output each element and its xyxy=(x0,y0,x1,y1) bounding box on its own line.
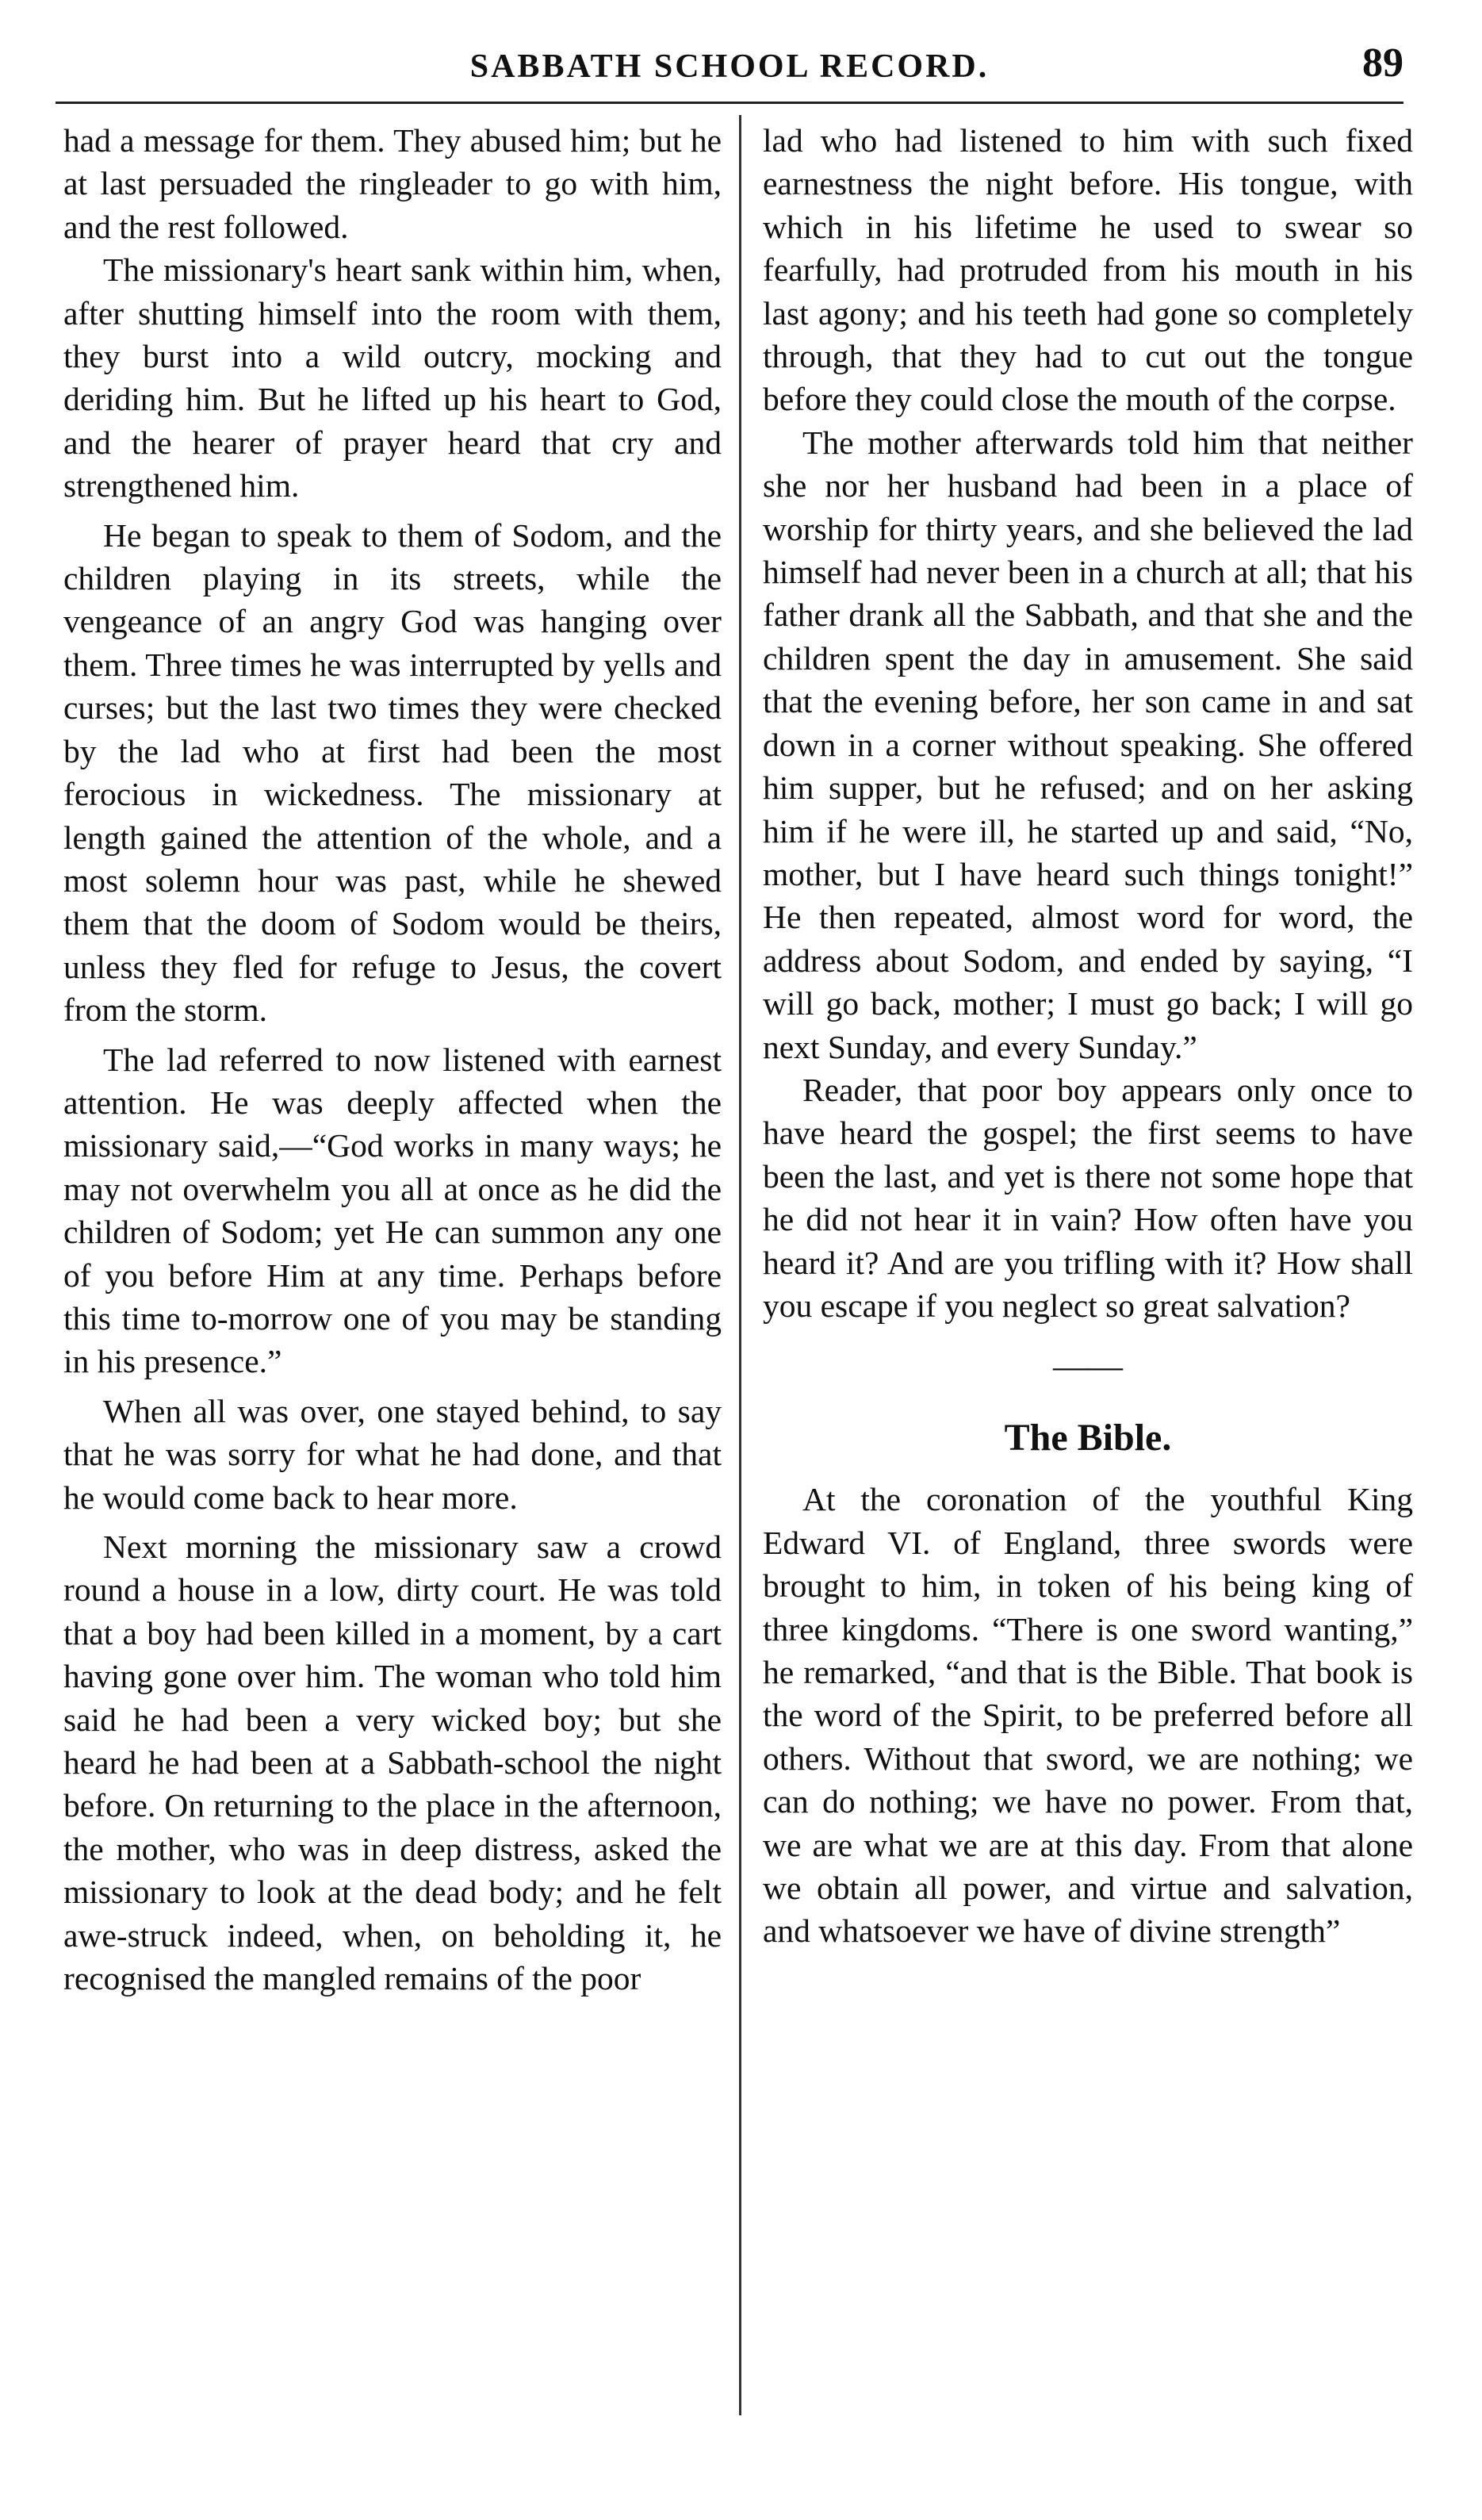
section-title: The Bible. xyxy=(1004,1417,1172,1459)
paragraph: The mother afterwards told him that neither she nor her husband had been in a place of worship for thirty years, and she believed the lad himself had never been in a church at all; that his father drank all the Sabbath, and that she and the children spent the day in amusement. She said that the evening before, her son came in and sat down in a corner without speaking. She offered him supper, but he refused; and on her asking him if he were ill, he started up and said, “No, mother, but I have heard such things tonight!” He then repeated, almost word for word, the address about Sodom, and ended by saying, “I will go back, mother; I must go back; I will go next Sunday, and every Sunday.” xyxy=(763,424,1413,1065)
paragraph: He began to speak to them of Sodom, and the children playing in its streets, while the vengeance of an angry God was hanging over them. Three times he was interrupted by yells and curses; but the last two times they were checked by the lad who at first had been the most ferocious in wickedness. The missionary at length gained the attention of the whole, and a most solemn hour was past, while he shewed them that the doom of Sodom would be theirs, unless they fled for refuge to Jesus, the covert from the storm. xyxy=(63,516,722,1029)
paragraph: Reader, that poor boy appears only once to have heard the gospel; the first seems to have been the last, and yet is there not some hope that he did not hear it in vain? How often have you heard it? And are you trifling with it? How shall you escape if you neglect so great salvation? xyxy=(763,1071,1413,1324)
paragraph: When all was over, one stayed behind, to say that he was sorry for what he had done, and that he would come back to hear more. xyxy=(63,1392,722,1516)
page-header xyxy=(56,40,1403,103)
page-number: 89 xyxy=(1362,40,1403,86)
paragraph: The missionary's heart sank within him, when, after shutting himself into the room with them, they burst into a wild outcry, mocking and deriding him. But he lifted up his heart to God, and the hearer of prayer heard that cry and strengthened him. xyxy=(63,251,722,504)
section-break: —— xyxy=(1053,1347,1123,1387)
right-column xyxy=(763,119,1413,1953)
paragraph: lad who had listened to him with such fixed earnestness the night before. His tongue, with which in his lifetime he used to swear so fearfully, had protruded from his mouth in his last agony; and his teeth had gone so completely through, that they had to cut out the tongue before they could close the mouth of the corpse. xyxy=(763,122,1413,418)
left-column xyxy=(63,119,722,2000)
header-rule xyxy=(56,102,1403,104)
running-head: SABBATH SCHOOL RECORD. xyxy=(469,48,990,85)
column-divider xyxy=(739,115,741,2415)
paragraph: Next morning the missionary saw a crowd round a house in a low, dirty court. He was told that a boy had been killed in a moment, by a cart having gone over him. The woman who told him said he had been a very wicked boy; but she heard he had been at a Sabbath-school the night before. On returning to the place in the afternoon, the mother, who was in deep distress, asked the missionary to look at the dead body; and he felt awe-struck indeed, when, on beholding it, he recognised the mangled remains of the poor xyxy=(63,1528,722,1997)
paragraph: had a message for them. They abused him; but he at last persuaded the ringleader to go with him, and the rest followed. xyxy=(63,122,722,245)
paragraph: The lad referred to now listened with earnest attention. He was deeply affected when the missionary said,—“God works in many ways; he may not overwhelm you all at once as he did the children of Sodom; yet He can summon any one of you before Him at any time. Perhaps before this time to-morrow one of you may be standing in his presence.” xyxy=(63,1041,722,1380)
paragraph: At the coronation of the youthful King Edward VI. of England, three swords were brought to him, in token of his being king of three kingdoms. “There is one sword wanting,” he remarked, “and that is the Bible. That book is the word of the Spirit, to be preferred before all others. Without that sword, we are nothing; we can do nothing; we have no power. From that, we are what we are at this day. From that alone we obtain all power, and virtue and salvation, and whatsoever we have of divine strength” xyxy=(763,1481,1413,1950)
